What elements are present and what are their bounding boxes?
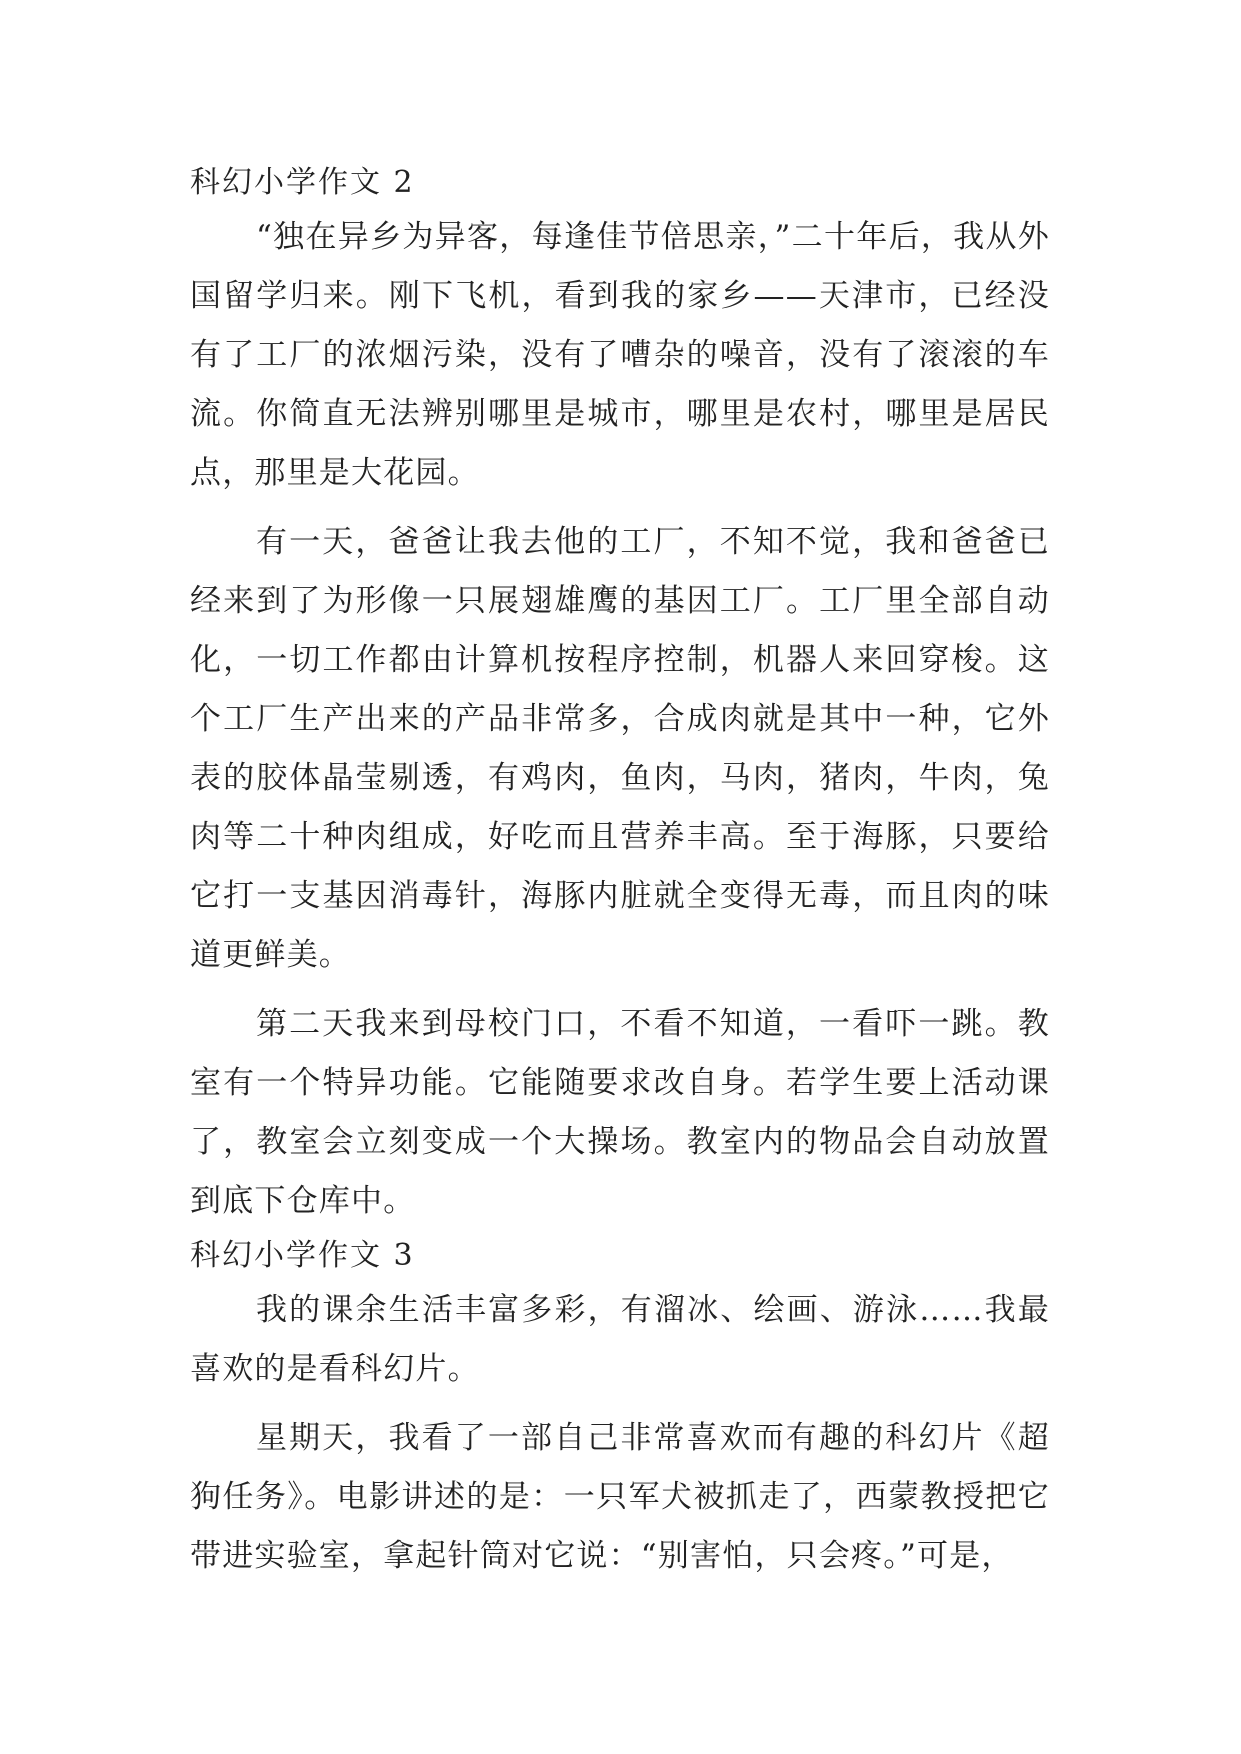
- section-title: 科幻小学作文 3: [190, 1238, 415, 1273]
- section-title: 科幻小学作文 2: [190, 165, 415, 200]
- paragraph: 我的课余生活丰富多彩，有溜冰、绘画、游泳……我最喜欢的是看科幻片。: [190, 1292, 1050, 1387]
- document-page: [190, 158, 1050, 1586]
- paragraph: 星期天，我看了一部自己非常喜欢而有趣的科幻片《超狗任务》。电影讲述的是：一只军犬被抓走了，西蒙教授把它带进实验室，拿起针筒对它说：“别害怕，只会疼。”可是，: [190, 1420, 1050, 1574]
- paragraph: 有一天，爸爸让我去他的工厂，不知不觉，我和爸爸已经来到了为形像一只展翅雄鹰的基因工厂。工厂里全部自动化，一切工作都由计算机按程序控制，机器人来回穿梭。这个工厂生产出来的产品非常多，合成肉就是其中一种，它外表的胶体晶莹剔透，有鸡肉，鱼肉，马肉，猪肉，牛肉，兔肉等二十种肉组成，好吃而且营养丰高。至于海豚，只要给它打一支基因消毒针，海豚内脏就全变得无毒，而且肉的味道更鲜美。: [190, 524, 1050, 973]
- paragraph: “独在异乡为异客，每逢佳节倍思亲，”二十年后，我从外国留学归来。刚下飞机，看到我的家乡——天津市，已经没有了工厂的浓烟污染，没有了嘈杂的噪音，没有了滚滚的车流。你简直无法辨别哪里是城市，哪里是农村，哪里是居民点，那里是大花园。: [190, 219, 1050, 491]
- paragraph: 第二天我来到母校门口，不看不知道，一看吓一跳。教室有一个特异功能。它能随要求改自身。若学生要上活动课了，教室会立刻变成一个大操场。教室内的物品会自动放置到底下仓库中。: [190, 1006, 1050, 1219]
